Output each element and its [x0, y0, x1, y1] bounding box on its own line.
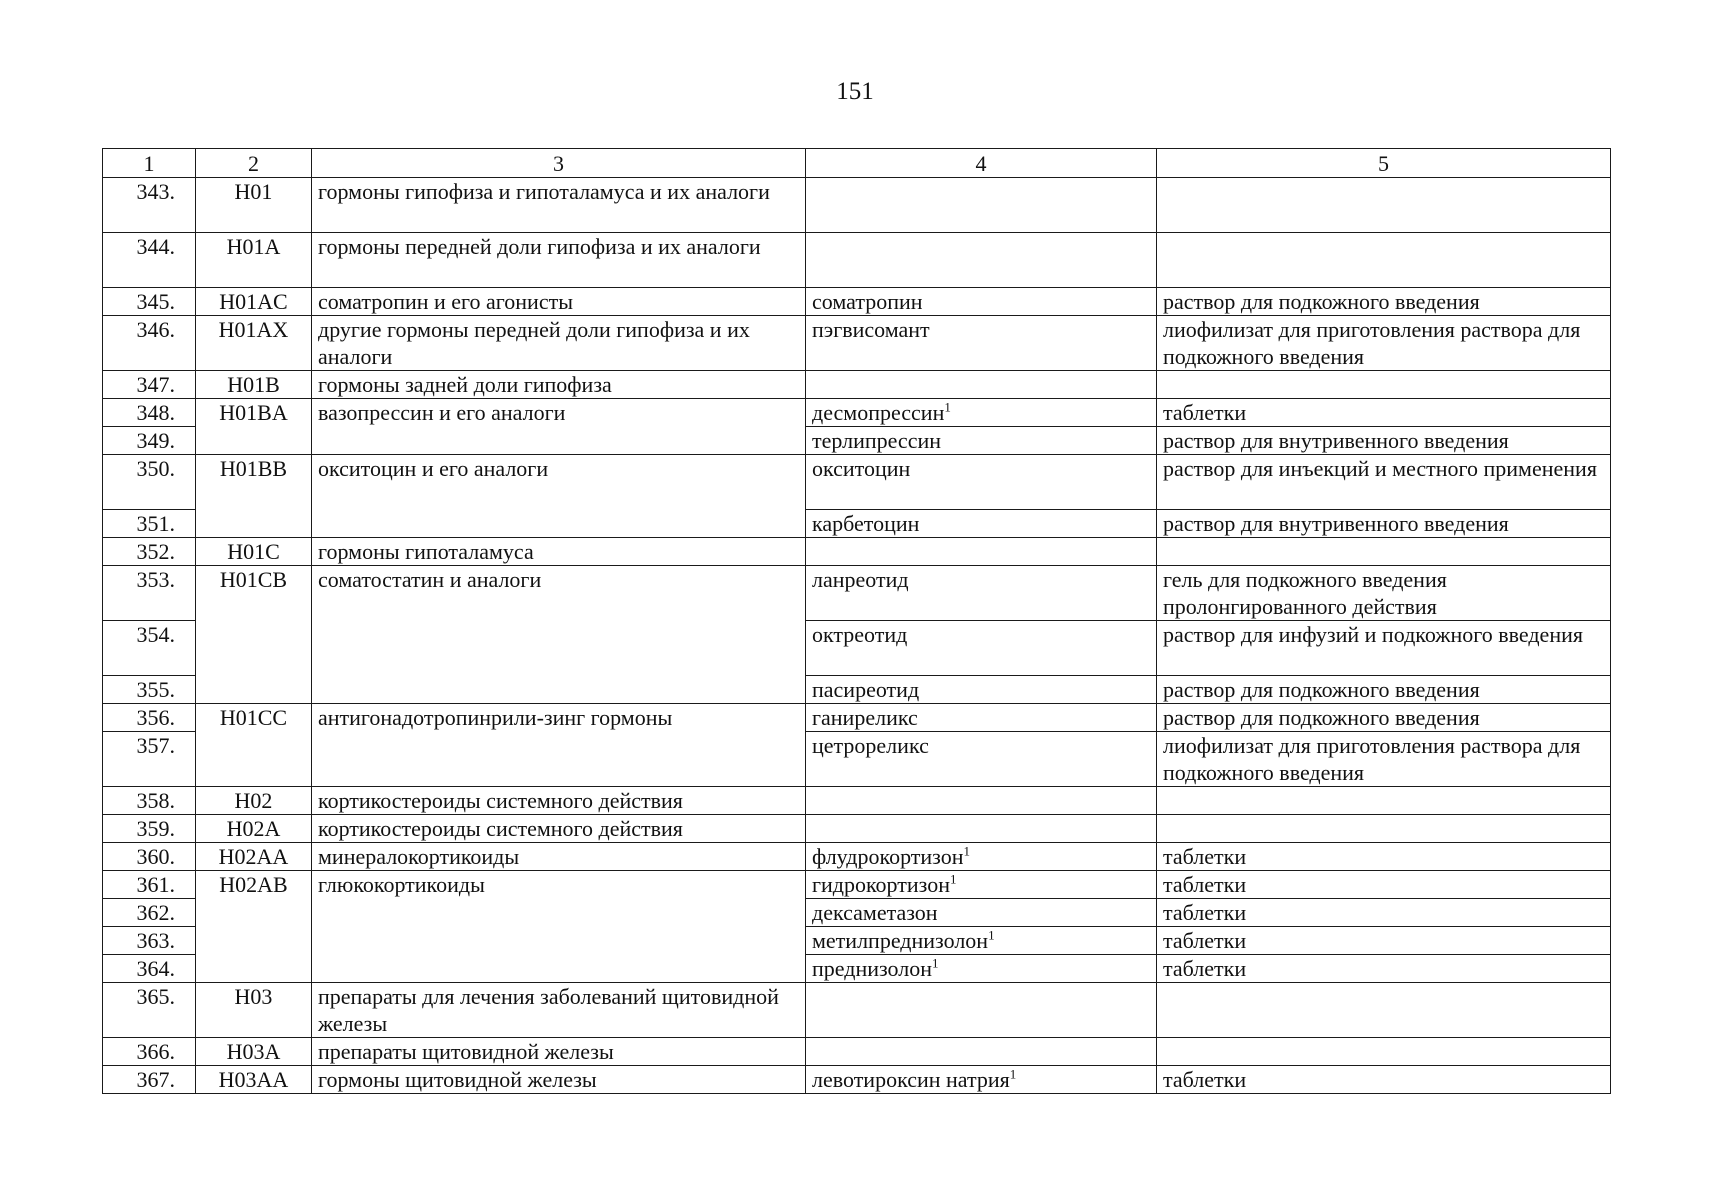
drug-name-cell	[806, 621, 1157, 676]
group-name: кортикостероиды системного действия	[312, 815, 806, 843]
drug-name: преднизолон	[812, 956, 933, 981]
dosage-form	[1157, 1038, 1611, 1066]
atc-code: H03AA	[196, 1066, 312, 1094]
drug-name: гидрокортизон	[812, 872, 950, 897]
drug-name: пасиреотид	[812, 677, 920, 702]
table-row	[103, 399, 1611, 427]
footnote-marker: 1	[950, 871, 957, 887]
drug-name-cell	[806, 871, 1157, 899]
group-name: гормоны задней доли гипофиза	[312, 371, 806, 399]
drug-name-cell	[806, 316, 1157, 371]
dosage-form	[1157, 178, 1611, 233]
drug-name-cell	[806, 288, 1157, 316]
group-name: препараты для лечения заболеваний щитовидной железы	[312, 983, 806, 1038]
row-number: 357.	[103, 732, 196, 787]
drug-name: левотироксин натрия	[812, 1067, 1010, 1092]
row-number: 345.	[103, 288, 196, 316]
group-name: окситоцин и его аналоги	[312, 455, 806, 538]
group-name: кортикостероиды системного действия	[312, 787, 806, 815]
table-row	[103, 843, 1611, 871]
table-row	[103, 538, 1611, 566]
column-header: 1	[103, 149, 196, 178]
dosage-form: раствор для инъекций и местного применения	[1157, 455, 1611, 510]
group-name: гормоны гипоталамуса	[312, 538, 806, 566]
drug-name-cell	[806, 178, 1157, 233]
drug-name-cell	[806, 927, 1157, 955]
dosage-form: таблетки	[1157, 399, 1611, 427]
atc-code: H01BB	[196, 455, 312, 538]
drug-name-cell	[806, 815, 1157, 843]
table-row	[103, 371, 1611, 399]
drug-name: ганиреликс	[812, 705, 918, 730]
drug-name: флудрокортизон	[812, 844, 964, 869]
drug-name-cell	[806, 510, 1157, 538]
page-number: 151	[836, 78, 874, 105]
group-name: гормоны гипофиза и гипоталамуса и их аналоги	[312, 178, 806, 233]
row-number: 355.	[103, 676, 196, 704]
footnote-marker: 1	[1009, 1066, 1017, 1082]
table-row	[103, 871, 1611, 899]
row-number: 364.	[103, 955, 196, 983]
atc-code: H01CC	[196, 704, 312, 787]
row-number: 354.	[103, 621, 196, 676]
dosage-form: раствор для подкожного введения	[1157, 288, 1611, 316]
atc-code: H01CB	[196, 566, 312, 704]
group-name: глюкокортикоиды	[312, 871, 806, 983]
header-row	[103, 149, 1611, 178]
row-number: 349.	[103, 427, 196, 455]
drug-name-cell	[806, 455, 1157, 510]
atc-code: H03A	[196, 1038, 312, 1066]
table-row	[103, 455, 1611, 510]
drug-name-cell	[806, 427, 1157, 455]
atc-code: H03	[196, 983, 312, 1038]
row-number: 351.	[103, 510, 196, 538]
row-number: 359.	[103, 815, 196, 843]
group-name: гормоны щитовидной железы	[312, 1066, 806, 1094]
drug-name: метилпреднизолон	[812, 928, 989, 953]
row-number: 367.	[103, 1066, 196, 1094]
group-name: соматостатин и аналоги	[312, 566, 806, 704]
atc-code: H01C	[196, 538, 312, 566]
drug-name: пэгвисомант	[812, 317, 930, 342]
dosage-form: раствор для подкожного введения	[1157, 676, 1611, 704]
footnote-marker: 1	[944, 399, 951, 415]
dosage-form: раствор для внутривенного введения	[1157, 427, 1611, 455]
dosage-form: таблетки	[1157, 843, 1611, 871]
table-row	[103, 288, 1611, 316]
atc-code: H01AC	[196, 288, 312, 316]
drug-name: ланреотид	[812, 567, 909, 592]
row-number: 343.	[103, 178, 196, 233]
atc-code: H02AA	[196, 843, 312, 871]
column-header: 4	[806, 149, 1157, 178]
row-number: 360.	[103, 843, 196, 871]
table-row	[103, 316, 1611, 371]
group-name: антигонадотропинрили-зинг гормоны	[312, 704, 806, 787]
medication-table	[102, 148, 1611, 1094]
dosage-form: таблетки	[1157, 927, 1611, 955]
dosage-form	[1157, 787, 1611, 815]
dosage-form	[1157, 371, 1611, 399]
drug-name-cell	[806, 1038, 1157, 1066]
table-row	[103, 566, 1611, 621]
group-name: препараты щитовидной железы	[312, 1038, 806, 1066]
drug-name: октреотид	[812, 622, 908, 647]
dosage-form: лиофилизат для приготовления раствора для подкожного введения	[1157, 316, 1611, 371]
drug-name-cell	[806, 566, 1157, 621]
column-header: 2	[196, 149, 312, 178]
row-number: 347.	[103, 371, 196, 399]
atc-code: H01AX	[196, 316, 312, 371]
table-row	[103, 233, 1611, 288]
atc-code: H02A	[196, 815, 312, 843]
table-row	[103, 1066, 1611, 1094]
atc-code: H01B	[196, 371, 312, 399]
dosage-form: гель для подкожного введения пролонгированного действия	[1157, 566, 1611, 621]
group-name: гормоны передней доли гипофиза и их аналоги	[312, 233, 806, 288]
drug-name-cell	[806, 538, 1157, 566]
drug-name: десмопрессин	[812, 400, 945, 425]
drug-name-cell	[806, 983, 1157, 1038]
group-name: минералокортикоиды	[312, 843, 806, 871]
dosage-form: лиофилизат для приготовления раствора для подкожного введения	[1157, 732, 1611, 787]
atc-code: H02	[196, 787, 312, 815]
footnote-marker: 1	[963, 843, 970, 859]
row-number: 362.	[103, 899, 196, 927]
drug-name-cell	[806, 843, 1157, 871]
table-row	[103, 704, 1611, 732]
drug-name-cell	[806, 787, 1157, 815]
dosage-form	[1157, 983, 1611, 1038]
drug-name-cell	[806, 1066, 1157, 1094]
drug-name: цетрореликс	[812, 733, 929, 758]
dosage-form: таблетки	[1157, 871, 1611, 899]
drug-name-cell	[806, 732, 1157, 787]
row-number: 363.	[103, 927, 196, 955]
row-number: 365.	[103, 983, 196, 1038]
row-number: 350.	[103, 455, 196, 510]
dosage-form: раствор для инфузий и подкожного введения	[1157, 621, 1611, 676]
dosage-form	[1157, 538, 1611, 566]
drug-name-cell	[806, 704, 1157, 732]
table-row	[103, 178, 1611, 233]
table-row	[103, 1038, 1611, 1066]
group-name: вазопрессин и его аналоги	[312, 399, 806, 455]
drug-name: дексаметазон	[812, 900, 938, 925]
drug-name-cell	[806, 955, 1157, 983]
drug-name-cell	[806, 233, 1157, 288]
row-number: 346.	[103, 316, 196, 371]
footnote-marker: 1	[988, 927, 995, 943]
table-row	[103, 787, 1611, 815]
table-body	[103, 178, 1611, 1094]
row-number: 358.	[103, 787, 196, 815]
column-header: 5	[1157, 149, 1611, 178]
group-name: соматропин и его агонисты	[312, 288, 806, 316]
group-name: другие гормоны передней доли гипофиза и их аналоги	[312, 316, 806, 371]
row-number: 352.	[103, 538, 196, 566]
row-number: 361.	[103, 871, 196, 899]
drug-name-cell	[806, 676, 1157, 704]
drug-name: карбетоцин	[812, 511, 920, 536]
dosage-form: раствор для внутривенного введения	[1157, 510, 1611, 538]
atc-code: H01	[196, 178, 312, 233]
drug-name-cell	[806, 371, 1157, 399]
atc-code: H01A	[196, 233, 312, 288]
dosage-form: таблетки	[1157, 1066, 1611, 1094]
column-header: 3	[312, 149, 806, 178]
drug-name: соматропин	[812, 289, 923, 314]
row-number: 366.	[103, 1038, 196, 1066]
table-row	[103, 983, 1611, 1038]
dosage-form: таблетки	[1157, 955, 1611, 983]
drug-name-cell	[806, 899, 1157, 927]
row-number: 353.	[103, 566, 196, 621]
row-number: 348.	[103, 399, 196, 427]
atc-code: H01BA	[196, 399, 312, 455]
drug-name: окситоцин	[812, 456, 911, 481]
dosage-form	[1157, 815, 1611, 843]
dosage-form: таблетки	[1157, 899, 1611, 927]
dosage-form	[1157, 233, 1611, 288]
row-number: 344.	[103, 233, 196, 288]
table-row	[103, 815, 1611, 843]
row-number: 356.	[103, 704, 196, 732]
drug-name-cell	[806, 399, 1157, 427]
drug-name: терлипрессин	[812, 428, 942, 453]
footnote-marker: 1	[932, 955, 939, 971]
dosage-form: раствор для подкожного введения	[1157, 704, 1611, 732]
atc-code: H02AB	[196, 871, 312, 983]
